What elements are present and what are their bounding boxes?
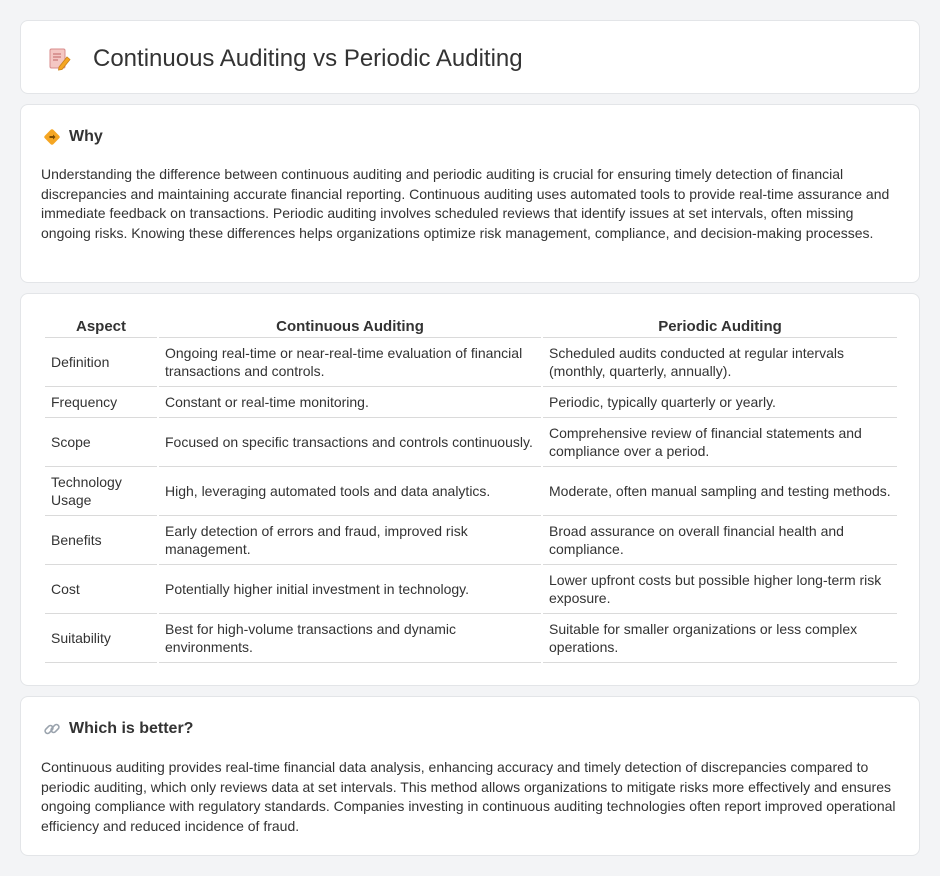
cell-continuous: Constant or real-time monitoring. bbox=[159, 387, 541, 418]
better-title: Which is better? bbox=[69, 720, 194, 737]
document-pencil-icon bbox=[46, 46, 72, 72]
cell-continuous: Best for high-volume transactions and dynamic environments. bbox=[159, 614, 541, 663]
header-continuous: Continuous Auditing bbox=[159, 316, 541, 338]
cell-periodic: Scheduled audits conducted at regular intervals (monthly, quarterly, annually). bbox=[543, 338, 897, 387]
cell-aspect: Scope bbox=[45, 418, 157, 467]
cell-periodic: Moderate, often manual sampling and testing methods. bbox=[543, 467, 897, 516]
why-title: Why bbox=[69, 128, 103, 145]
cell-periodic: Periodic, typically quarterly or yearly. bbox=[543, 387, 897, 418]
cell-continuous: Ongoing real-time or near-real-time evaluation of financial transactions and controls. bbox=[159, 338, 541, 387]
which-is-better-section bbox=[20, 696, 920, 856]
cell-periodic: Suitable for smaller organizations or less complex operations. bbox=[543, 614, 897, 663]
comparison-table-card bbox=[20, 293, 920, 686]
cell-aspect: Suitability bbox=[45, 614, 157, 663]
header-card bbox=[20, 20, 920, 94]
better-heading bbox=[43, 719, 193, 739]
cell-continuous: Focused on specific transactions and controls continuously. bbox=[159, 418, 541, 467]
table-row bbox=[45, 614, 897, 663]
header-periodic: Periodic Auditing bbox=[543, 316, 897, 338]
better-text: Continuous auditing provides real-time financial data analysis, enhancing accuracy and timely detection of discrepancies compared to periodic auditing, which only reviews data at set intervals. This method allows organizations to mitigate risks more effectively and ensures ongoing compliance with regulatory standards. Companies investing in continuous auditing technologies often report improved operational efficiency and reduced incidence of fraud. bbox=[41, 759, 896, 834]
diamond-signpost-icon bbox=[43, 128, 61, 146]
comparison-table bbox=[43, 316, 899, 663]
cell-periodic: Lower upfront costs but possible higher long-term risk exposure. bbox=[543, 565, 897, 614]
cell-continuous: High, leveraging automated tools and data analytics. bbox=[159, 467, 541, 516]
cell-aspect: Technology Usage bbox=[45, 467, 157, 516]
page-title: Continuous Auditing vs Periodic Auditing bbox=[93, 45, 523, 72]
cell-continuous: Early detection of errors and fraud, improved risk management. bbox=[159, 516, 541, 565]
header-aspect: Aspect bbox=[45, 316, 157, 338]
table-row bbox=[45, 418, 897, 467]
cell-aspect: Definition bbox=[45, 338, 157, 387]
link-icon bbox=[43, 720, 61, 738]
table-row bbox=[45, 467, 897, 516]
cell-periodic: Comprehensive review of financial statements and compliance over a period. bbox=[543, 418, 897, 467]
cell-periodic: Broad assurance on overall financial health and compliance. bbox=[543, 516, 897, 565]
why-section bbox=[20, 104, 920, 283]
cell-aspect: Cost bbox=[45, 565, 157, 614]
cell-aspect: Frequency bbox=[45, 387, 157, 418]
why-heading bbox=[43, 127, 103, 147]
table-row bbox=[45, 516, 897, 565]
table-header-row bbox=[45, 316, 897, 338]
cell-aspect: Benefits bbox=[45, 516, 157, 565]
table-row bbox=[45, 338, 897, 387]
cell-continuous: Potentially higher initial investment in technology. bbox=[159, 565, 541, 614]
table-row bbox=[45, 565, 897, 614]
why-text: Understanding the difference between continuous auditing and periodic auditing is crucial for ensuring timely detection of financial discrepancies and maintaining accurate financial reporting. Continuous auditing uses automated tools to provide real-time assurance and immediate feedback on transactions. Periodic auditing involves scheduled reviews that identify issues at set intervals, often missing ongoing risks. Knowing these differences helps organizations optimize risk management, compliance, and decision-making processes. bbox=[41, 166, 890, 241]
table-row bbox=[45, 387, 897, 418]
